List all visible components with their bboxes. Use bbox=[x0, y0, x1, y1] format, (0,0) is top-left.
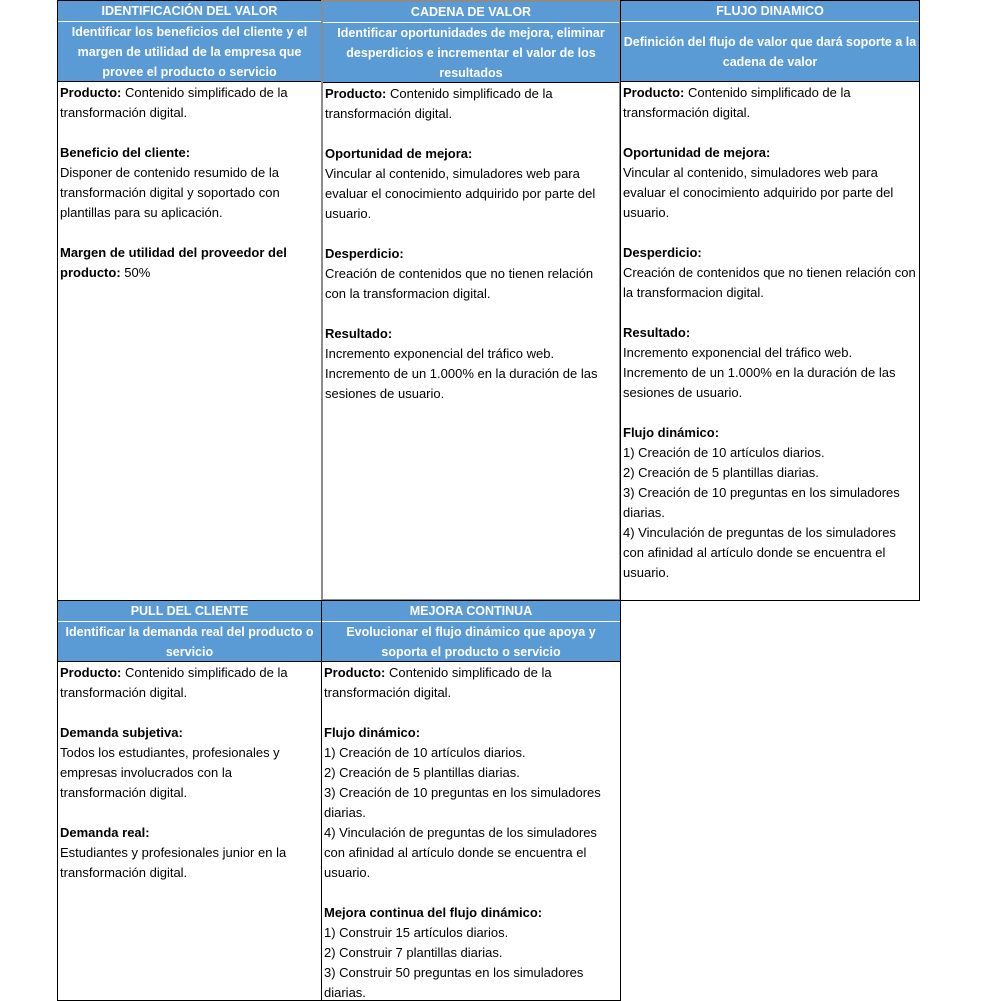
desperdicio-label: Desperdicio: bbox=[325, 246, 404, 261]
real-text: Estudiantes y profesionales junior en la transformación digital. bbox=[60, 845, 287, 880]
margen-text: 50% bbox=[120, 265, 151, 280]
resultado-label: Resultado: bbox=[325, 326, 393, 341]
oportunidad-label: Oportunidad de mejora: bbox=[325, 146, 473, 161]
desperdicio-text: Creación de contenidos que no tienen relación con la transformacion digital. bbox=[325, 266, 594, 301]
real-label: Demanda real: bbox=[60, 825, 150, 840]
desperdicio-label: Desperdicio: bbox=[623, 245, 702, 260]
resultado-line: Incremento de un 1.000% en la duración de las sesiones de usuario. bbox=[325, 366, 598, 401]
subjetiva-text: Todos los estudiantes, profesionales y empresas involucrados con la transformación digital. bbox=[60, 745, 280, 800]
producto-label: Producto: bbox=[325, 86, 387, 101]
flujo-item: 4) Vinculación de preguntas de los simuladores con afinidad al artículo donde se encuentra el usuario. bbox=[324, 825, 597, 880]
card-title: PULL DEL CLIENTE bbox=[58, 601, 321, 622]
mejora-item: 1) Construir 15 artículos diarios. bbox=[324, 925, 509, 940]
mejora-item: 3) Construir 50 preguntas en los simuladores diarias. bbox=[324, 965, 584, 1000]
flujo-item: 3) Creación de 10 preguntas en los simuladores diarias. bbox=[324, 785, 601, 820]
oportunidad-text: Vincular al contenido, simuladores web para evaluar el conocimiento adquirido por parte del usuario. bbox=[325, 166, 596, 221]
producto-text: Contenido simplificado de la transformación digital. bbox=[623, 85, 851, 120]
producto-text: Contenido simplificado de la transformación digital. bbox=[60, 85, 288, 120]
card-subtitle: Identificar los beneficios del cliente y el margen de utilidad de la empresa que provee el producto o servicio bbox=[58, 22, 321, 81]
card-pull-cliente bbox=[57, 600, 322, 1001]
mejora-label: Mejora continua del flujo dinámico: bbox=[324, 905, 543, 920]
producto-text: Contenido simplificado de la transformación digital. bbox=[324, 665, 552, 700]
card-body bbox=[322, 661, 620, 1000]
flujo-item: 2) Creación de 5 plantillas diarias. bbox=[623, 465, 819, 480]
card-subtitle: Identificar oportunidades de mejora, eliminar desperdicios e incrementar el valor de los resultados bbox=[323, 23, 619, 82]
card-subtitle: Evolucionar el flujo dinámico que apoya y soporta el producto o servicio bbox=[322, 622, 620, 661]
card-title: CADENA DE VALOR bbox=[323, 2, 619, 23]
flujo-label: Flujo dinámico: bbox=[623, 425, 720, 440]
mejora-item: 2) Construir 7 plantillas diarias. bbox=[324, 945, 503, 960]
card-mejora-continua bbox=[321, 600, 621, 1001]
oportunidad-text: Vincular al contenido, simuladores web para evaluar el conocimiento adquirido por parte del usuario. bbox=[623, 165, 894, 220]
resultado-line: Incremento de un 1.000% en la duración de las sesiones de usuario. bbox=[623, 365, 896, 400]
beneficio-label: Beneficio del cliente: bbox=[60, 145, 191, 160]
oportunidad-label: Oportunidad de mejora: bbox=[623, 145, 771, 160]
producto-text: Contenido simplificado de la transformación digital. bbox=[60, 665, 288, 700]
card-subtitle: Definición del flujo de valor que dará soporte a la cadena de valor bbox=[621, 22, 919, 81]
resultado-label: Resultado: bbox=[623, 325, 691, 340]
card-identificacion-valor bbox=[57, 0, 322, 601]
card-cadena-valor bbox=[321, 0, 621, 601]
producto-label: Producto: bbox=[60, 85, 122, 100]
card-body bbox=[323, 82, 619, 599]
flujo-label: Flujo dinámico: bbox=[324, 725, 421, 740]
producto-label: Producto: bbox=[623, 85, 685, 100]
producto-text: Contenido simplificado de la transformación digital. bbox=[325, 86, 553, 121]
beneficio-text: Disponer de contenido resumido de la transformación digital y soportado con plantillas para su aplicación. bbox=[60, 165, 280, 220]
card-body bbox=[58, 661, 321, 1000]
card-title: MEJORA CONTINUA bbox=[322, 601, 620, 622]
flujo-item: 2) Creación de 5 plantillas diarias. bbox=[324, 765, 520, 780]
flujo-item: 4) Vinculación de preguntas de los simuladores con afinidad al artículo donde se encuentra el usuario. bbox=[623, 525, 896, 580]
flujo-item: 3) Creación de 10 preguntas en los simuladores diarias. bbox=[623, 485, 900, 520]
producto-label: Producto: bbox=[324, 665, 386, 680]
producto-label: Producto: bbox=[60, 665, 122, 680]
desperdicio-text: Creación de contenidos que no tienen relación con la transformacion digital. bbox=[623, 265, 916, 300]
card-body bbox=[621, 81, 919, 600]
card-body bbox=[58, 81, 321, 600]
resultado-line: Incremento exponencial del tráfico web. bbox=[623, 345, 853, 360]
card-title: FLUJO DINAMICO bbox=[621, 1, 919, 22]
flujo-item: 1) Creación de 10 artículos diarios. bbox=[324, 745, 526, 760]
card-flujo-dinamico bbox=[620, 0, 920, 601]
margen-label: Margen de utilidad del proveedor del producto: bbox=[60, 245, 287, 280]
subjetiva-label: Demanda subjetiva: bbox=[60, 725, 183, 740]
card-title: IDENTIFICACIÓN DEL VALOR bbox=[58, 1, 321, 22]
card-subtitle: Identificar la demanda real del producto o servicio bbox=[58, 622, 321, 661]
flujo-item: 1) Creación de 10 artículos diarios. bbox=[623, 445, 825, 460]
resultado-line: Incremento exponencial del tráfico web. bbox=[325, 346, 555, 361]
